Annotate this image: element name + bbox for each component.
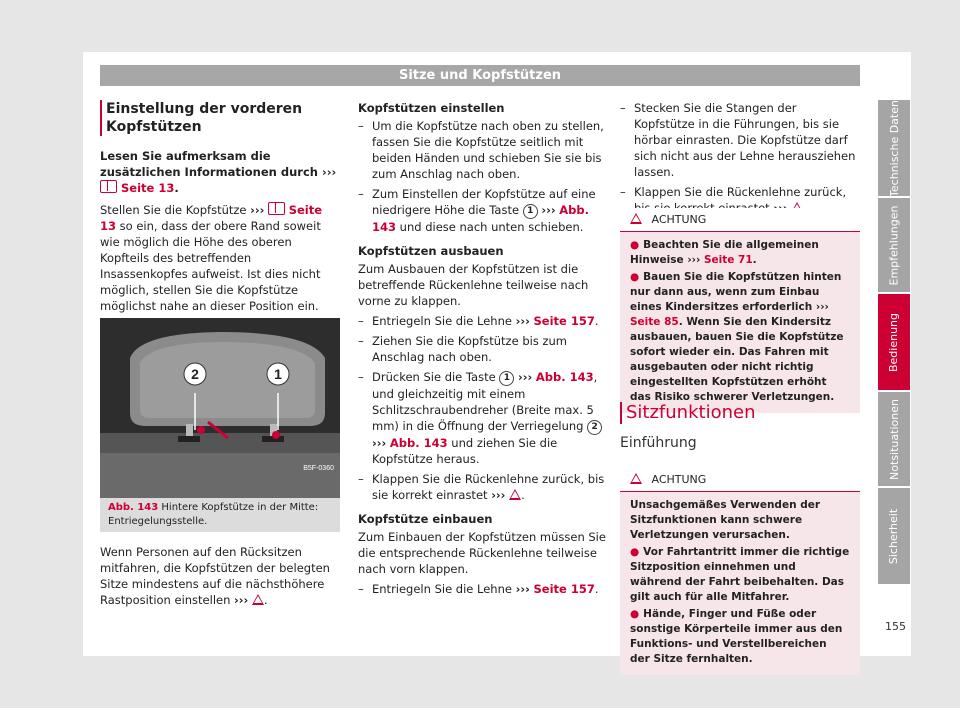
figure-link[interactable]: Abb. 143 (372, 203, 589, 234)
page-link[interactable]: Seite 157 (533, 314, 595, 328)
callout-number: 1 (523, 204, 538, 219)
heading-remove: Kopfstützen ausbauen (358, 244, 504, 258)
list-item: – Drücken Sie die Taste 1 ››› Abb. 143, und gleichzeitig mit einem Schlitzschraubendreher (Breite max. 5 mm) in die Öffnung der Verriegelung 2 ››› Abb. 143 und ziehen Sie die Kopfstütze heraus. (358, 369, 606, 467)
page-link[interactable]: Seite 85 (630, 316, 679, 328)
list-item: – Ziehen Sie die Kopfstütze bis zum Anschlag nach oben. (358, 333, 606, 365)
list-item: – Klappen Sie die Rückenlehne zurück, (620, 184, 860, 216)
column-right (620, 100, 860, 220)
figure-link[interactable]: Abb. 143 (389, 436, 448, 450)
page-link[interactable]: Seite 71 (703, 254, 753, 266)
intro-paragraph: Lesen Sie aufmerksam die zusätzlichen Informationen durch ››› Seite 13. (100, 149, 337, 195)
caption-label: Abb. 143 (108, 502, 159, 513)
warning-text: Unsachgemäßes Verwenden der Sitzfunktionen kann schwere Verletzungen verursachen. (630, 499, 821, 541)
headrest-illustration (100, 318, 340, 498)
figure-label-2: 2 (191, 366, 199, 382)
warning-icon (630, 213, 642, 224)
list-item: – Klappen Sie die Rückenlehne zurück, bis sie korrekt einrastet ››› . (358, 471, 606, 503)
heading-install: Kopfstütze einbauen (358, 512, 493, 526)
warning-box (620, 208, 860, 413)
page-link[interactable]: Seite 13 (121, 181, 175, 195)
book-icon (268, 202, 285, 215)
warning-icon (630, 473, 642, 484)
callout-number: 1 (499, 371, 514, 386)
heading-adjust: Kopfstützen einstellen (358, 101, 505, 115)
tab-empfehlungen[interactable]: Empfehlungen (878, 198, 910, 292)
figure-code: B5F-0360 (303, 465, 334, 472)
list-item: – Entriegeln Sie die Lehne ››› Seite 157. (358, 581, 606, 597)
warning-header: ACHTUNG (620, 208, 860, 232)
tab-bedienung[interactable]: Bedienung (878, 294, 910, 390)
rear-passenger-paragraph: Wenn Personen auf den Rücksitzen mitfahren, die Kopfstützen der belegten Sitze mindestens auf die nächsthöhere Rastposition einstellen ››› . (100, 545, 330, 607)
warning-header: ACHTUNG (620, 468, 860, 492)
warning-body (620, 232, 860, 413)
figure-label-1: 1 (274, 366, 282, 382)
heading-seat-functions: Sitzfunktionen (620, 402, 860, 424)
heading-introduction: Einführung (620, 435, 697, 451)
warning-body (620, 492, 860, 675)
warning-icon (252, 594, 264, 605)
list-item: – Zum Einstellen der Kopfstütze auf eine niedrigere Höhe die Taste 1 ››› Abb. 143 und diese nach unten schieben. (358, 186, 606, 235)
warning-item: ● Bauen Sie die Kopfstützen hinten nur dann aus, wenn zum Einbau eines Kindersitzes erforderlich ››› Seite 85. Wenn Sie den Kindersitz ausbauen, bauen Sie die Kopfstütze sofort wieder ein. Das Fahren mit ausgebauten oder nicht richtig eingestellten Kopfstützen erhöht das Risiko schwerer Verletzungen. (630, 271, 844, 403)
page-header: Sitze und Kopfstützen (100, 65, 860, 86)
list-item: – Entriegeln Sie die Lehne ››› Seite 157. (358, 313, 606, 329)
callout-number: 2 (587, 420, 602, 435)
figure-link[interactable]: Abb. 143 (535, 370, 594, 384)
page-number: 155 (885, 620, 906, 633)
front-adjust-paragraph: Stellen Sie die Kopfstütze ››› Seite 13 so ein, dass der obere Rand soweit wie möglich die Höhe des oberen Kopfteils des betreffenden Insassenkopfes aufweist. Ist dies nicht möglich, stellen Sie die Kopfstütze möglichst nahe an dieser Position ein. (100, 203, 323, 313)
section-seat-functions (620, 402, 860, 452)
column-left-bottom (100, 544, 340, 614)
warning-item: ● Vor Fahrtantritt immer die richtige Sitzposition einnehmen und während der Fahrt beibehalten. Das gilt auch für alle Mitfahrer. (630, 546, 850, 603)
list-item: – Um die Kopfstütze nach oben zu stellen, fassen Sie die Kopfstütze seitlich mit beiden Händen und schieben Sie sie bis zum Anschlag nach oben. (358, 118, 606, 182)
tab-notsituationen[interactable]: Notsituationen (878, 392, 910, 486)
remove-paragraph: Zum Ausbauen der Kopfstützen ist die betreffende Rückenlehne teilweise nach vorne zu klappen. (358, 262, 589, 308)
page-link[interactable]: Seite 157 (533, 582, 595, 596)
book-icon (100, 180, 117, 193)
heading-front-headrests: Einstellung der vorderen Kopfstützen (100, 100, 340, 136)
page-link[interactable]: Seite 13 (100, 203, 323, 233)
tab-technische-daten[interactable]: Technische Daten (878, 100, 910, 196)
list-item: – Stecken Sie die Stangen der Kopfstütze in die Führungen, bis sie hörbar einrasten. Die Kopfstütze darf sich nicht aus der Lehne herausziehen lassen. (620, 100, 860, 180)
tab-sicherheit[interactable]: Sicherheit (878, 488, 910, 584)
warning-box-2 (620, 468, 860, 675)
warning-icon (509, 489, 521, 500)
install-paragraph: Zum Einbauen der Kopfstützen müssen Sie die entsprechende Rückenlehne teilweise nach vorn klappen. (358, 530, 606, 576)
figure-rear-headrest (100, 318, 340, 498)
warning-item: ● Beachten Sie die allgemeinen Hinweise ››› Seite 71. (630, 239, 819, 266)
figure-caption: Abb. 143 Hintere Kopfstütze in der Mitte: Entriegelungsstelle. (100, 498, 340, 532)
warning-item: ● Hände, Finger und Füße oder sonstige Körperteile immer aus den Funktions- und Verstellbereichen der Sitze fernhalten. (630, 608, 843, 665)
column-middle (358, 100, 606, 601)
